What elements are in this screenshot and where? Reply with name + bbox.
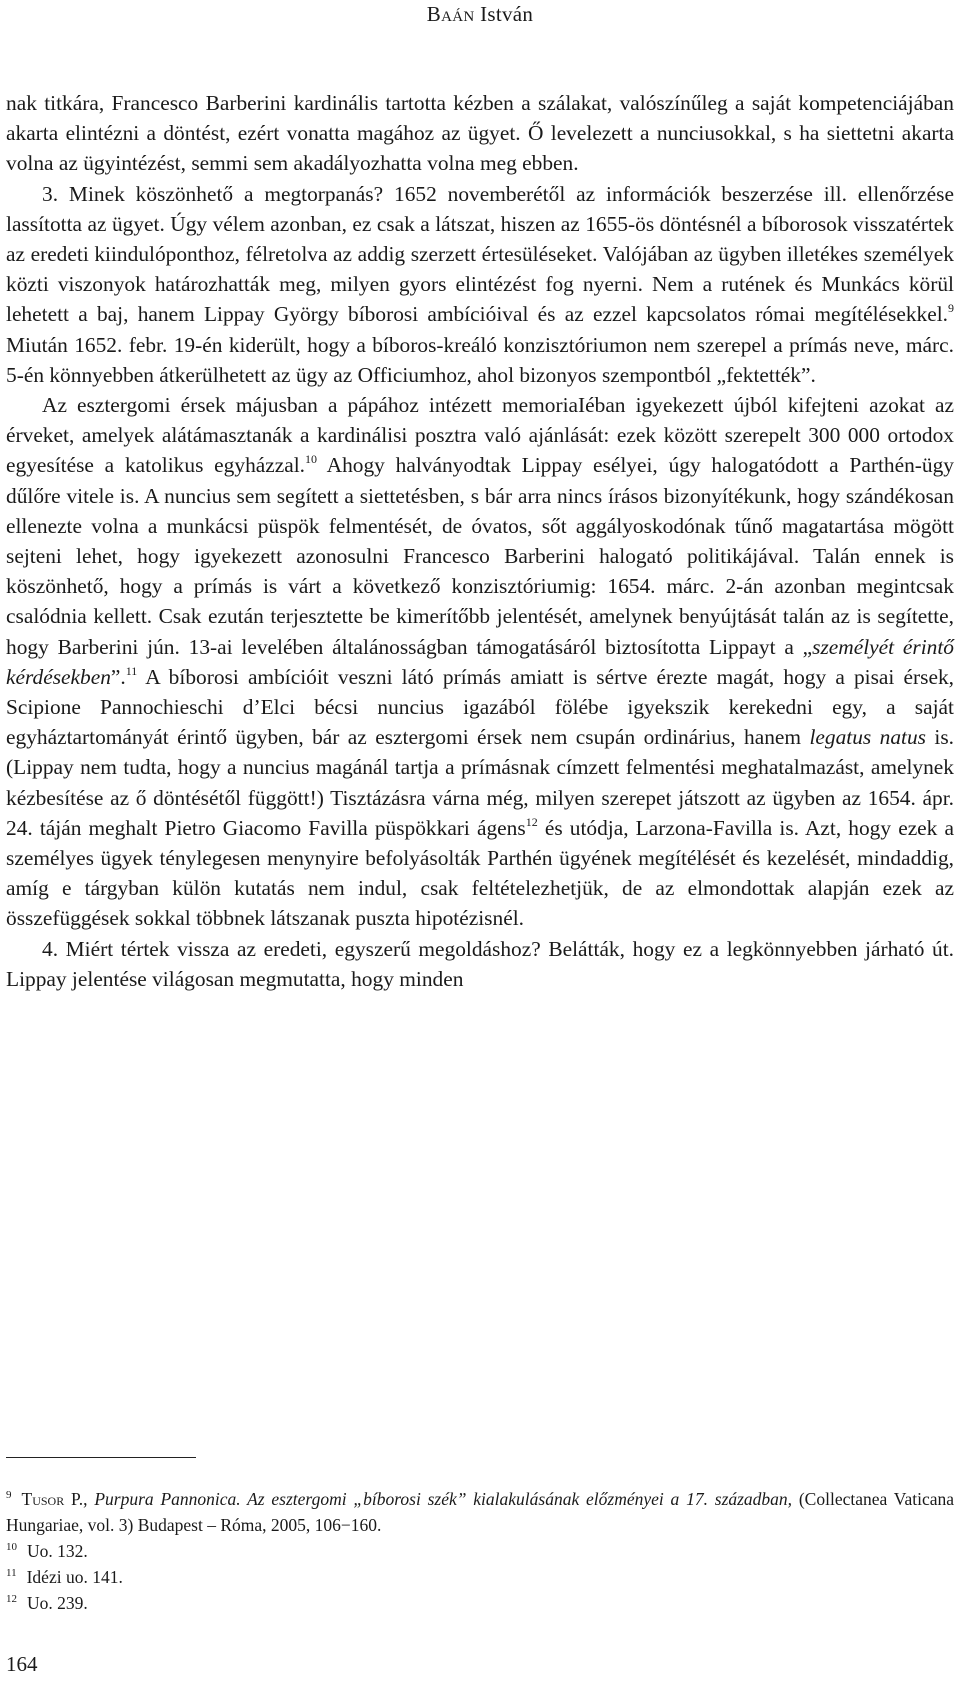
footnote-separator (6, 1457, 196, 1458)
footnote-9-number: 9 (6, 1489, 12, 1501)
paragraph-3-text-c: ”. (110, 664, 126, 689)
footnote-10 (6, 1538, 954, 1564)
paragraph-1: nak titkára, Francesco Barberini kardinális tartotta kézben a szálakat, valószínűleg a saját kompetenciájában akarta elintézni a döntést, ezért vonatta magához az ügyet. Ő levelezett a nunciusokkal, s ha siettetni akarta volna az ügyintézést, semmi sem akadályozhatta volna meg ebben. (6, 91, 954, 176)
footnote-11-text: Idézi uo. 141. (26, 1567, 123, 1587)
main-text (6, 88, 954, 994)
footnote-10-text: Uo. 132. (27, 1541, 88, 1561)
footnote-11 (6, 1564, 954, 1590)
paragraph-2-text-a: 3. Minek köszönhető a megtorpanás? 1652 novemberétől az információk beszerzése ill. ellenőrzése lassította az ügyet. Úgy vélem azonban, ez csak a látszat, hiszen az 1655-ös döntésnél a bíborosok visszatértek az eredeti kiindulóponthoz, félretolva az addig szerzett értesüléseket. Valójában az ügyben illetékes személyek közti viszonyok határozhatták meg, milyen gyors elintézést fog nyerni. Nem a rutének és Munkács körül lehetett a baj, hanem Lippay György bíborosi ambícióival és az ezzel kapcsolatos római megítélésekkel. (6, 181, 954, 327)
footnote-10-number: 10 (6, 1541, 17, 1553)
footnote-12 (6, 1590, 954, 1616)
footnote-9 (6, 1486, 954, 1538)
footnote-9-author: Tusor P. (21, 1489, 84, 1509)
footnote-ref-12: 12 (525, 814, 538, 829)
paragraph-3-text-b: Ahogy halványodtak Lippay esélyei, úgy halogatódott a Parthén-ügy dűlőre vitele is. A nuncius sem segített a siettetésben, s bár arra nincs írásos bizonyítékunk, hogy szándékosan ellenezte volna a munkácsi püspök felmentését, de óvatos, sőt aggályoskodónak tűnő magatartása mögött sejteni lehet, hogy igyekezett azonosulni Francesco Barberini halogató politikájával. Talán ennek is köszönhető, hogy a prímás is várt a következő konzisztóriumig: 1654. márc. 2-án azonban megintcsak csalódnia kellett. Csak ezután terjesztette be kimerítőbb jelentését, amelynek benyújtását talán az is segítette, hogy Barberini jún. 13-ai levelében általánosságban támogatásáról biztosította Lippayt a „ (6, 453, 954, 659)
paragraph-2 (6, 179, 954, 390)
paragraph-3-text-f: és utódja, Larzona-Favilla is. Azt, hogy ezek a személyes ügyek ténylegesen menynyire befolyásolták Parthén ügyének megítélését és kezelését, mindaddig, amíg e tárgyban külön kutatás nem indul, csak feltételezhetjük, de az elmondottak alapján ezek az összefüggések sokkal többnek látszanak puszta hipotézisnél. (6, 815, 954, 931)
header-author-last: István (480, 2, 534, 26)
footnote-12-text: Uo. 239. (27, 1593, 88, 1613)
running-header (0, 2, 960, 27)
paragraph-3-text-e: is. (Lippay nem tudta, hogy a nuncius magánál tartja a prímásnak címzett felmentési meghatalmazást, amelynek kézbesítése az ő döntésétől függött!) Tisztázásra várna még, milyen szerepet játszott az ügyben az 1654. ápr. 24. táján meghalt Pietro Giacomo Favilla püspökkari ágens (6, 725, 955, 840)
footnote-9-rest: (Collectanea Vaticana Hungariae, vol. 3) Budapest – Róma, 2005, 106−160. (6, 1489, 954, 1535)
paragraph-3-text-a: Az esztergomi érsek májusban a pápához intézett memoriaIéban igyekezett újból kifejteni azokat az érveket, amelyek alátámasztanák a kardinálisi posztra való ajánlását: ezek között szerepelt 300 000 ortodox egyesítése a katolikus egyházzal. (6, 393, 954, 478)
footnote-9-title: Purpura Pannonica. Az esztergomi „bíborosi szék” kialakulásának előzményei a 17. században, (94, 1489, 793, 1509)
footnote-ref-9: 9 (948, 301, 954, 316)
paragraph-3-italic-latin: legatus natus (809, 725, 926, 750)
footnote-9-separator: , (83, 1489, 95, 1509)
paragraph-2-text-b: Miután 1652. febr. 19-én kiderült, hogy a bíboros-kreáló konzisztóriumon nem szerepel a prímás neve, márc. 5-én könnyebben átkerülhetett az ügy az Officiumhoz, ahol bizonyos szempontból „fektették”. (6, 332, 954, 387)
paragraph-4: 4. Miért tértek vissza az eredeti, egyszerű megoldáshoz? Belátták, hogy ez a legkönnyebben járható út. Lippay jelentése világosan megmutatta, hogy minden (6, 936, 954, 991)
footnote-12-number: 12 (6, 1593, 17, 1605)
footnotes (6, 1486, 954, 1616)
paragraph-3-text-d: A bíborosi ambícióit veszni látó prímás amiatt is sértve érezte magát, hogy a pisai érsek, Scipione Pannochieschi d’Elci bécsi nuncius igazából fölébe igyekszik kerekedni egy, a saját egyháztartományát érintő ügyben, bár az esztergomi érsek nem csupán ordinárius, hanem (6, 664, 954, 750)
footnote-ref-11: 11 (125, 663, 138, 678)
footnote-ref-10: 10 (305, 452, 318, 467)
footnote-11-number: 11 (6, 1567, 17, 1579)
header-author-first: Baán (426, 2, 475, 26)
paragraph-3 (6, 390, 954, 934)
paragraph-3-italic-quote: személyét érintő kérdésekben (6, 634, 954, 689)
page-number: 164 (6, 1652, 38, 1676)
